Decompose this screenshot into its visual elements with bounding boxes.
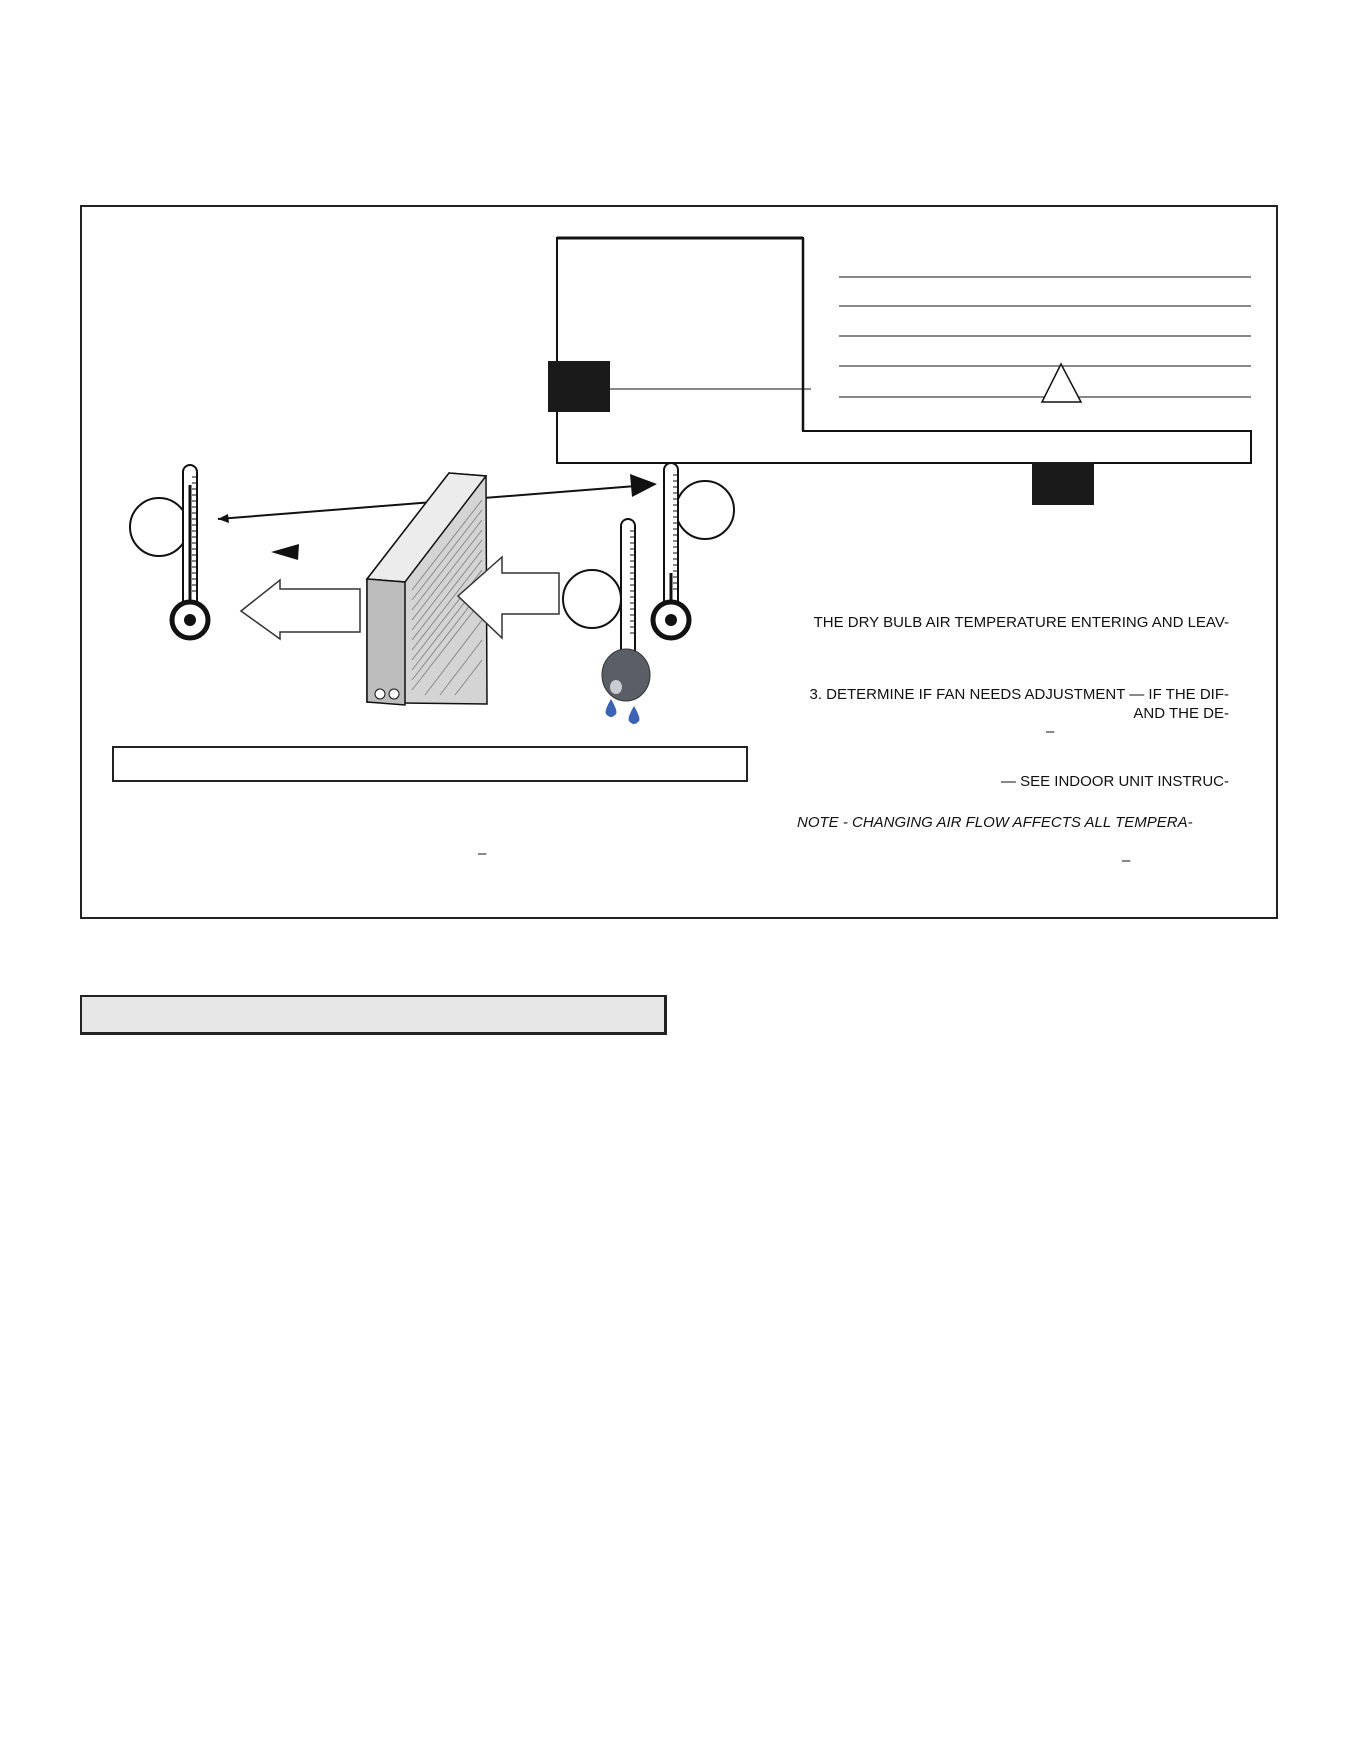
section-heading-bar [80,995,667,1035]
label-circle-c [563,570,621,628]
warning-triangle-icon [1042,364,1081,402]
water-droplet-icon [606,699,617,717]
caption-box [112,746,748,782]
text-right-bottom-dash: – [1122,852,1131,869]
ruled-lines [839,277,1251,397]
text-left-bottom-dash: – [478,845,487,862]
airflow-arrow-icon [241,580,360,639]
text-see-indoor: — SEE INDOOR UNIT INSTRUC- [1000,773,1229,790]
pointer-triangle-icon [271,544,299,560]
water-droplet-icon [629,706,640,724]
text-step3-line1: 3. DETERMINE IF FAN NEEDS ADJUSTMENT — IF THE DIF- [809,686,1229,703]
label-circle-a [130,498,188,556]
text-note-airflow: NOTE - CHANGING AIR FLOW AFFECTS ALL TEMPERA- [797,814,1193,831]
black-label-box-left [548,361,610,412]
text-step3-line2: AND THE DE- [1133,705,1229,722]
text-dry-bulb: THE DRY BULB AIR TEMPERATURE ENTERING AND LEAV- [813,614,1229,631]
thermometer-icon [172,465,208,638]
note-box [557,238,1251,463]
black-label-box-bottom [1032,462,1094,505]
label-circle-b [676,481,734,539]
text-step3-dash: – [1046,723,1055,740]
